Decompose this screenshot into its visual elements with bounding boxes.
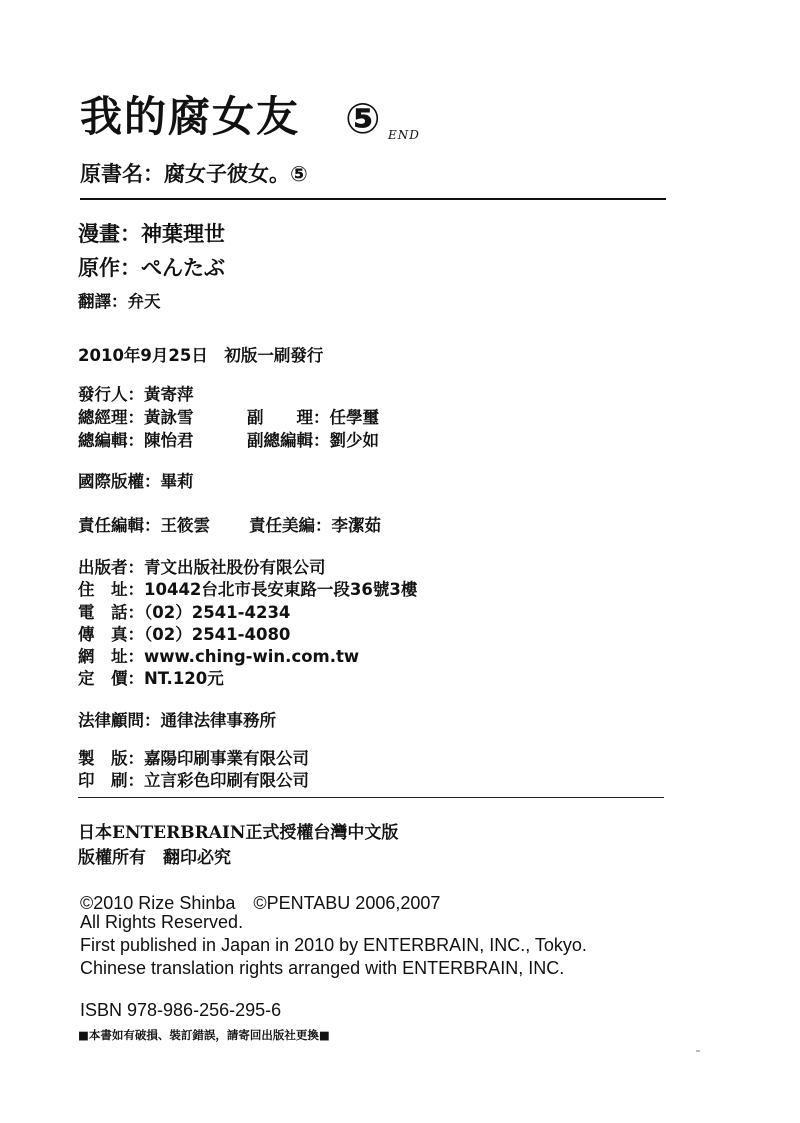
first-published-line: First published in Japan in 2010 by ENTERBRAIN, INC., Tokyo.	[80, 935, 587, 955]
staff-general-manager: 總經理：黃詠雪	[78, 408, 194, 427]
international-copyright: 國際版權：畢莉	[78, 472, 194, 491]
top-divider	[80, 198, 666, 200]
staff-publisher: 發行人：黃寄萍	[78, 385, 194, 404]
publisher-phone: 電 話：（02）2541-4234	[78, 603, 291, 622]
publisher-website: 網 址：www.ching-win.com.tw	[78, 647, 360, 666]
isbn: ISBN 978-986-256-295-6	[80, 1000, 282, 1020]
translation-credit: 翻譯：弁天	[78, 292, 161, 311]
translation-rights-line: Chinese translation rights arranged with ENTERBRAIN, INC.	[80, 958, 565, 978]
original-title: 原書名：腐女子彼女。⑤	[80, 162, 308, 186]
book-title: 我的腐女友	[80, 92, 301, 141]
art-editor: 責任美編：李潔茹	[249, 516, 381, 535]
manga-credit: 漫畫：神葉理世	[78, 222, 225, 246]
copyright-line: ©2010 Rize Shinba ©PENTABU 2006,2007	[80, 893, 441, 913]
publisher-name: 出版者：青文出版社股份有限公司	[78, 558, 326, 577]
staff-editor-in-chief: 總編輯：陳怡君	[78, 431, 194, 450]
all-rights-line: All Rights Reserved.	[80, 912, 244, 932]
staff-deputy-manager: 副 理：任學璽	[247, 408, 379, 427]
publish-date: 2010年9月25日 初版一刷發行	[78, 346, 324, 365]
volume-number: ⑤	[345, 94, 381, 143]
plate-maker: 製 版：嘉陽印刷事業有限公司	[78, 749, 309, 768]
license-statement: 日本ENTERBRAIN正式授權台灣中文版	[78, 823, 399, 843]
damage-notice: ■本書如有破損、裝訂錯誤，請寄回出版社更換■	[78, 1028, 330, 1042]
staff-deputy-editor: 副總編輯：劉少如	[247, 431, 379, 450]
printer: 印 刷：立言彩色印刷有限公司	[78, 771, 309, 790]
book-price: 定 價：NT.120元	[78, 669, 224, 688]
publisher-address: 住 址：10442台北市長安東路一段36號3樓	[78, 580, 418, 599]
rights-reserved-statement: 版權所有 翻印必究	[78, 848, 231, 868]
scan-speck	[696, 1050, 700, 1052]
responsible-editor: 責任編輯：王筱雲	[78, 516, 210, 535]
legal-counsel: 法律顧問：通律法律事務所	[78, 711, 276, 730]
original-credit: 原作：ぺんたぶ	[78, 256, 225, 280]
middle-divider	[78, 797, 664, 798]
end-mark: END	[388, 128, 420, 142]
publisher-fax: 傳 真：（02）2541-4080	[78, 625, 291, 644]
